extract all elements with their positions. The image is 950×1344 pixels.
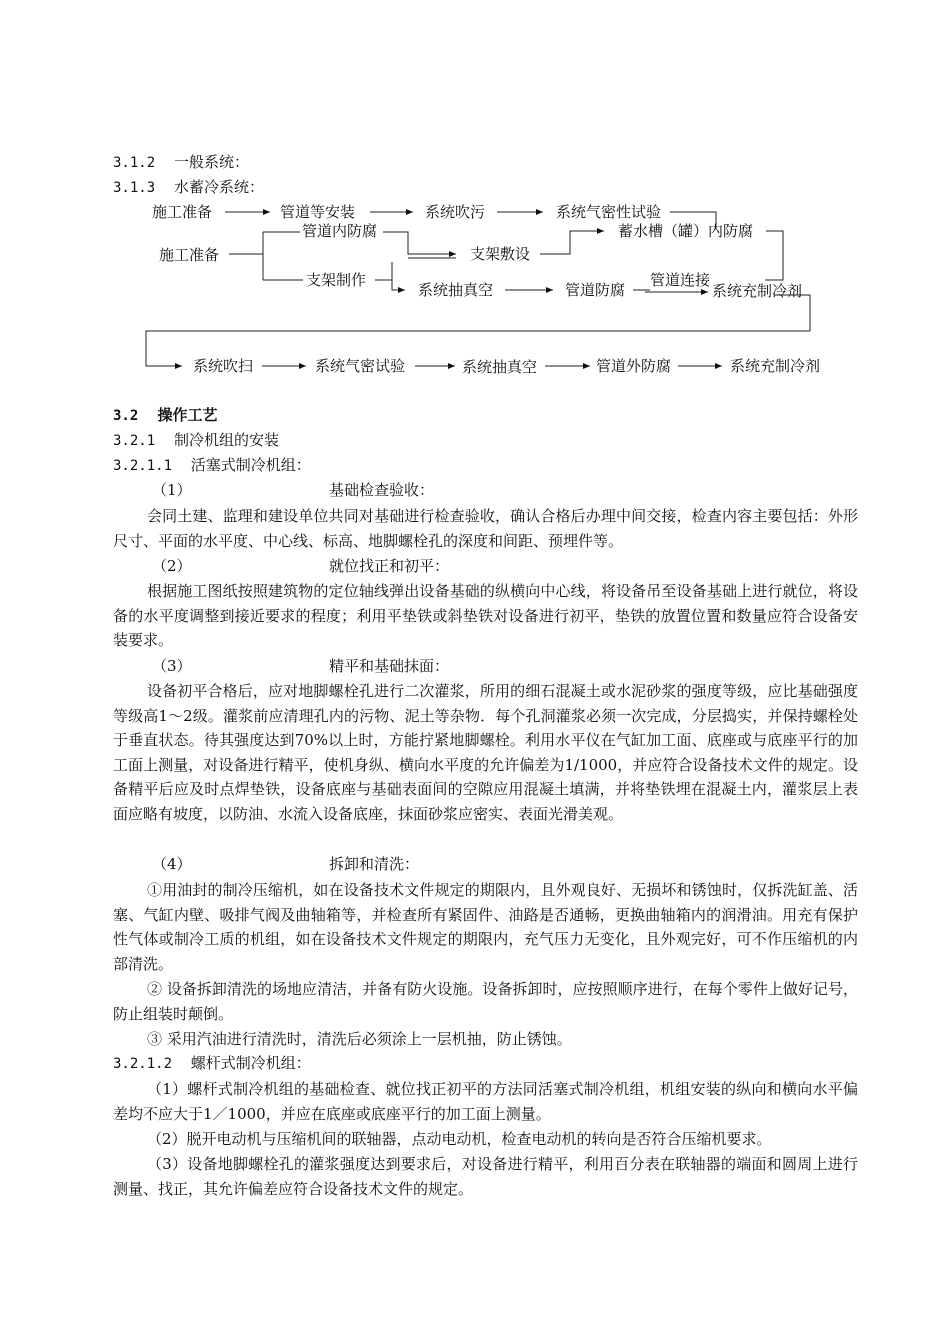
paragraph: 设备初平合格后，应对地脚螺栓孔进行二次灌浆，所用的细石混凝土或水泥砂浆的强度等级，应比基础强度等级高1～2级。灌浆前应清理孔内的污物、泥土等杂物．每个孔洞灌浆必须一次完成，分层捣实，并保持螺栓处于垂直状态。待其强度达到70%以上时，方能拧紧地脚螺栓。利用水平仪在气缸加工面、底座或与底座平行的加工面上测量，对设备进行精平，使机身纵、横向水平度的允许偏差为1/1000，并应符合设备技术文件的规定。设备精平后应及时点焊垫铁，设备底座与基础表面间的空隙应用混凝土填满，并将垫铁埋在混凝土内，灌浆层上表面应略有坡度，以防油、水流入设备底座，抹面砂浆应密实、表面光滑美观。 — [113, 682, 858, 823]
flow-node: 系统气密试验 — [315, 357, 406, 375]
flow-node: 系统抽真空 — [462, 358, 538, 376]
flow-node: 蓄水槽（罐）内防腐 — [618, 222, 754, 240]
item-title: 精平和基础抹面： — [329, 657, 450, 675]
paragraph: （2）脱开电动机与压缩机间的联轴器，点动电动机，检查电动机的转向是否符合压缩机要求。 — [147, 1130, 772, 1148]
flow-node: 系统充制冷剂 — [712, 282, 803, 300]
paragraph: ③ 采用汽油进行清洗时，清洗后必须涂上一层机抽，防止锈蚀。 — [147, 1030, 572, 1048]
paragraph: 根据施工图纸按照建筑物的定位轴线弹出设备基础的纵横向中心线，将设备吊至设备基础上进行就位，将设备的水平度调整到接近要求的程度；利用平垫铁或斜垫铁对设备进行初平，垫铁的放置位置和数量应符合设备安装要求。 — [113, 582, 858, 649]
flow-node: 支架制作 — [306, 271, 367, 289]
flow-node: 支架敷设 — [470, 245, 531, 263]
heading-3-2-1-1 — [113, 455, 311, 476]
section-number: 3.1.3 — [113, 180, 156, 196]
flow-node: 管道连接 — [650, 271, 711, 289]
paragraph: （1）螺杆式制冷机组的基础检查、就位找正初平的方法同活塞式制冷机组，机组安装的纵向和横向水平偏差均不应大于1／1000，并应在底座或底座平行的加工面上测量。 — [113, 1080, 858, 1123]
flow-node: 系统吹污 — [425, 203, 486, 221]
item-title: 就位找正和初平： — [329, 557, 450, 575]
heading-3-2-1 — [113, 430, 279, 451]
item-title: 基础检查验收： — [329, 481, 435, 499]
flow-node: 系统充制冷剂 — [730, 357, 821, 375]
item-title: 拆卸和清洗： — [329, 855, 420, 873]
section-number: 3.2.1.1 — [113, 458, 173, 474]
item-number: （4） — [152, 855, 192, 873]
heading-3-2-1-2 — [113, 1053, 311, 1074]
flow-node: 管道外防腐 — [596, 357, 672, 375]
paragraph: ①用油封的制冷压缩机，如在设备技术文件规定的期限内，且外观良好、无损坏和锈蚀时，仅拆洗缸盖、活塞、气缸内壁、吸排气阀及曲轴箱等，并检查所有紧固件、油路是否通畅，更换曲轴箱内的润滑油。用充有保护性气体或制冷工质的机组，如在设备技术文件规定的期限内，充气压力无变化，且外观完好，可不作压缩机的内部清洗。 — [113, 881, 858, 973]
flow-node: 管道等安装 — [280, 203, 356, 221]
section-number: 3.1.2 — [113, 155, 156, 171]
section-number: 3.2.1 — [113, 433, 156, 449]
flow-node: 施工准备 — [152, 203, 213, 221]
section-title: 一般系统： — [173, 153, 249, 171]
section-title: 活塞式制冷机组： — [190, 456, 311, 474]
flowchart-connectors — [0, 0, 950, 400]
flow-node: 系统吹扫 — [193, 357, 254, 375]
flow-node: 系统抽真空 — [418, 281, 494, 299]
flow-node: 施工准备 — [159, 246, 220, 264]
section-title: 操作工艺 — [157, 406, 218, 424]
item-number: （2） — [152, 557, 192, 575]
section-number: 3.2.1.2 — [113, 1056, 173, 1072]
paragraph: ② 设备拆卸清洗的场地应清洁，并备有防火设施。设备拆卸时，应按照顺序进行，在每个零件上做好记号，防止组装时颠倒。 — [113, 980, 858, 1023]
flow-node: 管道内防腐 — [302, 222, 378, 240]
item-number: （1） — [152, 481, 192, 499]
flow-node: 管道防腐 — [565, 281, 626, 299]
section-number: 3.2 — [113, 408, 139, 424]
section-title: 制冷机组的安装 — [173, 431, 279, 449]
heading-3-2 — [113, 405, 218, 426]
section-title: 螺杆式制冷机组： — [190, 1054, 311, 1072]
paragraph: （3）设备地脚螺栓孔的灌浆强度达到要求后，对设备进行精平，利用百分表在联轴器的端面和圆周上进行测量、找正，其允许偏差应符合设备技术文件的规定。 — [113, 1155, 858, 1198]
paragraph: 会同土建、监理和建设单位共同对基础进行检查验收，确认合格后办理中间交接，检查内容主要包括：外形尺寸、平面的水平度、中心线、标高、地脚螺栓孔的深度和间距、预埋件等。 — [113, 507, 858, 550]
flow-node: 系统气密性试验 — [556, 203, 662, 221]
item-number: （3） — [152, 657, 192, 675]
section-title: 水蓄冷系统： — [173, 178, 264, 196]
